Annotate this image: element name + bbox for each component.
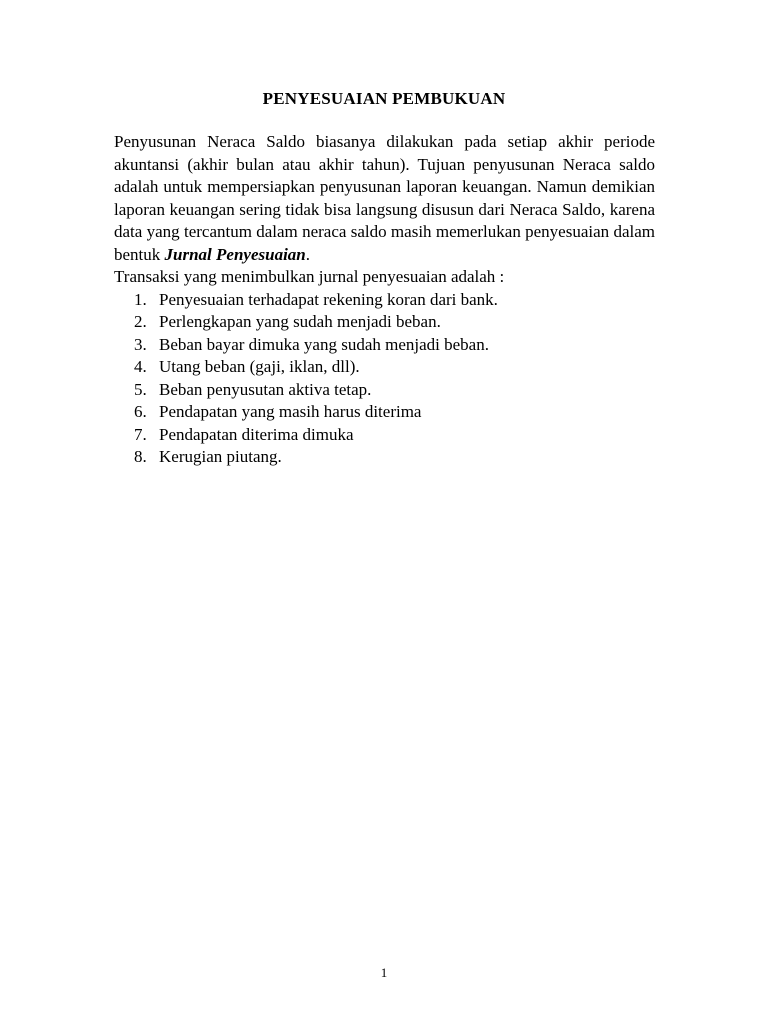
list-item-number: 1. xyxy=(134,289,147,309)
list-item-number: 5. xyxy=(134,379,147,399)
list-item-number: 7. xyxy=(134,424,147,444)
list-item-text: Utang beban (gaji, iklan, dll). xyxy=(159,357,360,376)
list-item-text: Kerugian piutang. xyxy=(159,447,282,466)
list-item xyxy=(114,446,655,469)
paragraph-text: Penyusunan Neraca Saldo biasanya dilakukan pada setiap akhir periode akuntansi (akhir bulan atau akhir tahun). Tujuan penyusunan Neraca saldo adalah untuk mempersiapkan penyusunan laporan keuangan. Namun demikian laporan keuangan sering tidak bisa langsung disusun dari Neraca Saldo, karena data yang tercantum dalam neraca saldo masih memerlukan penyesuaian dalam bentuk xyxy=(114,132,655,264)
list-item-text: Beban bayar dimuka yang sudah menjadi beban. xyxy=(159,334,489,354)
list-item-number: 2. xyxy=(134,312,147,331)
list-item xyxy=(114,289,655,312)
list-item-number: 4. xyxy=(134,357,147,376)
intro-paragraph xyxy=(114,131,655,266)
list-item-text: Penyesuaian terhadapat rekening koran dari bank. xyxy=(159,289,498,309)
list-item xyxy=(114,401,655,424)
list-intro: Transaksi yang menimbulkan jurnal penyesuaian adalah : xyxy=(114,267,505,286)
list-item-text: Pendapatan yang masih harus diterima xyxy=(159,402,422,421)
list-item xyxy=(114,424,655,447)
emphasized-term: Jurnal Penyesuaian xyxy=(164,244,306,264)
list-item xyxy=(114,356,655,379)
list-item xyxy=(114,311,655,334)
list-item-number: 3. xyxy=(134,334,147,354)
list-item-text: Beban penyusutan aktiva tetap. xyxy=(159,379,372,399)
transaction-list xyxy=(114,289,655,469)
list-item-text: Perlengkapan yang sudah menjadi beban. xyxy=(159,312,441,331)
list-item-text: Pendapatan diterima dimuka xyxy=(159,424,354,444)
list-item-number: 6. xyxy=(134,402,147,421)
page-number: 1 xyxy=(380,965,388,980)
list-item xyxy=(114,379,655,402)
document-title: PENYESUAIAN PEMBUKUAN xyxy=(262,89,506,108)
list-item xyxy=(114,334,655,357)
document-body xyxy=(114,131,655,469)
paragraph-end: . xyxy=(305,244,311,264)
list-item-number: 8. xyxy=(134,447,147,466)
